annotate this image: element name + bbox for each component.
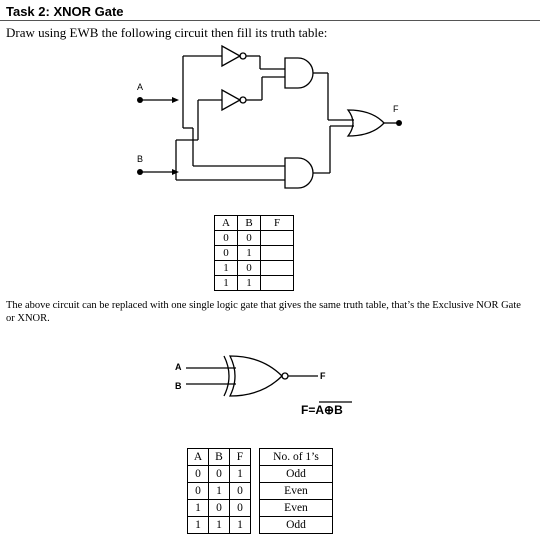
xnor-input-curve <box>224 356 229 396</box>
and-gate-1 <box>285 58 313 88</box>
table-cell: Odd <box>260 517 333 534</box>
xnor-gate-body <box>230 356 282 396</box>
table-row <box>215 231 294 246</box>
table-cell: 0 <box>209 466 230 483</box>
label-a: A <box>137 82 144 92</box>
table-cell <box>261 246 294 261</box>
table-row <box>188 449 333 466</box>
table-cell: 0 <box>209 500 230 517</box>
table-header: F <box>261 216 294 231</box>
table-row <box>188 466 333 483</box>
label-f: F <box>393 104 399 114</box>
table-cell: Even <box>260 500 333 517</box>
xnor-label-b: B <box>175 381 182 391</box>
task-title: Task 2: XNOR Gate <box>6 4 124 19</box>
circuit-diagram <box>0 0 540 215</box>
table-row <box>215 261 294 276</box>
not-gate-2 <box>222 90 240 110</box>
label-b: B <box>137 154 144 164</box>
table-cell: Odd <box>260 466 333 483</box>
xnor-symbol-diagram <box>0 340 540 440</box>
table-cell: 1 <box>238 246 261 261</box>
table-cell: 1 <box>188 500 209 517</box>
table-row <box>188 483 333 500</box>
table-row <box>215 246 294 261</box>
table-cell: 0 <box>188 466 209 483</box>
table-cell: 1 <box>209 483 230 500</box>
xnor-label-f: F <box>320 371 326 381</box>
table-cell: 1 <box>215 261 238 276</box>
table-header: A <box>215 216 238 231</box>
table-cell: 1 <box>230 517 251 534</box>
instruction-text: Draw using EWB the following circuit then fill its truth table: <box>6 25 328 40</box>
table-header: A <box>188 449 209 466</box>
table-header: B <box>209 449 230 466</box>
xnor-truth-table <box>187 448 333 534</box>
output-f-terminal <box>396 120 402 126</box>
table-cell: 1 <box>238 276 261 291</box>
table-cell: 1 <box>215 276 238 291</box>
table-cell <box>261 231 294 246</box>
table-header: No. of 1’s <box>260 449 333 466</box>
xnor-label-a: A <box>175 362 182 372</box>
table-row <box>188 500 333 517</box>
table-cell: 0 <box>238 231 261 246</box>
table-cell: 0 <box>230 483 251 500</box>
not-gate-1 <box>222 46 240 66</box>
table-cell: 0 <box>188 483 209 500</box>
table-cell: 1 <box>230 466 251 483</box>
table-cell: 0 <box>215 246 238 261</box>
table-cell <box>261 276 294 291</box>
table-cell: 0 <box>230 500 251 517</box>
table-cell: 1 <box>209 517 230 534</box>
input-b-terminal <box>137 169 143 175</box>
table-row <box>215 276 294 291</box>
explanation-paragraph: The above circuit can be replaced with one single logic gate that gives the same truth table, that’s the Exclusive NOR Gate or XNOR. <box>6 300 521 324</box>
table-cell: 1 <box>188 517 209 534</box>
and-gate-2 <box>285 158 313 188</box>
table-cell: Even <box>260 483 333 500</box>
truth-table-empty <box>214 215 294 291</box>
table-header: F <box>230 449 251 466</box>
table-row <box>215 216 294 231</box>
input-a-terminal <box>137 97 143 103</box>
table-cell: 0 <box>215 231 238 246</box>
xnor-equation: F=A⊕B <box>301 403 343 417</box>
table-cell <box>261 261 294 276</box>
table-row <box>188 517 333 534</box>
table-header: B <box>238 216 261 231</box>
table-cell: 0 <box>238 261 261 276</box>
or-gate <box>348 110 384 136</box>
